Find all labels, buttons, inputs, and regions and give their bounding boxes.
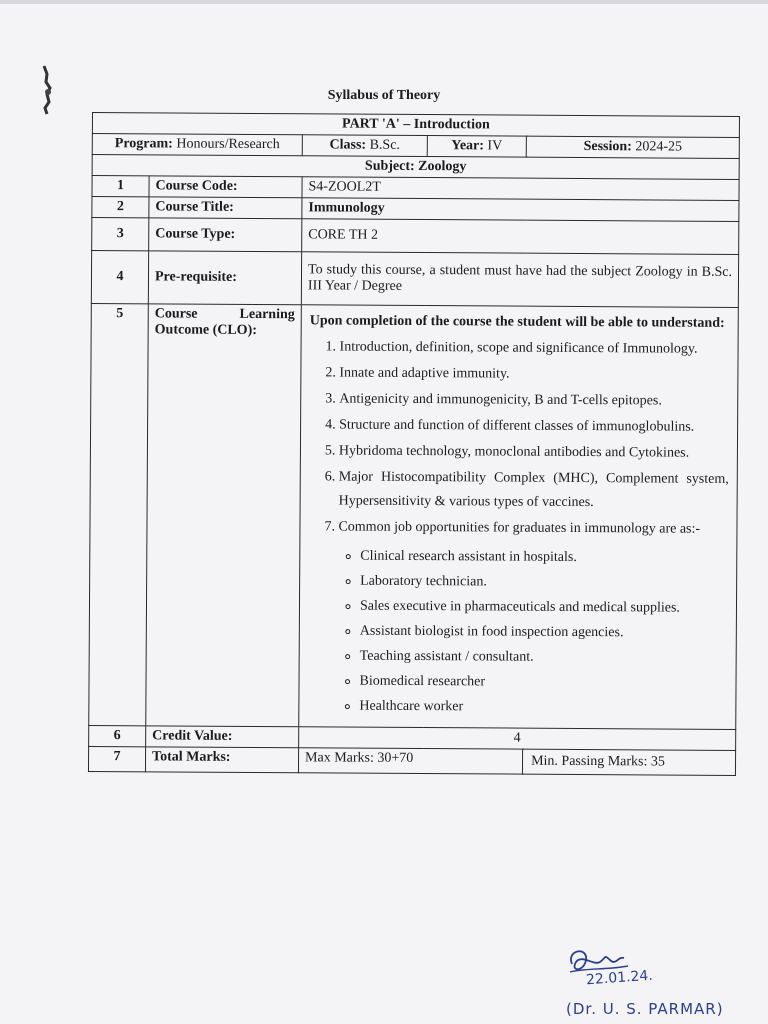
year-cell	[427, 136, 526, 158]
credit-value: 4	[299, 727, 736, 751]
program-value: Honours/Research	[176, 136, 280, 153]
prerequisite-value: To study this course, a student must have had the subject Zoology in B.Sc. III Year / Degree	[301, 252, 738, 308]
year-value: IV	[487, 138, 503, 154]
signature-name: (Dr. U. S. PARMAR)	[566, 1000, 724, 1018]
row-number: 6	[89, 725, 146, 746]
row-number: 4	[91, 251, 148, 304]
row-number: 2	[92, 197, 149, 218]
subject-heading: Subject: Zoology	[92, 155, 739, 180]
list-item: ◦ Clinical research assistant in hospitals.	[360, 546, 728, 570]
row-number: 7	[88, 746, 145, 771]
marks-row	[88, 746, 735, 775]
row-label: Course Type:	[149, 218, 302, 252]
list-item: 1. Introduction, definition, scope and significance of Immunology.	[339, 336, 729, 362]
syllabus-table	[88, 112, 740, 776]
list-item: 3. Antigenicity and immunogenicity, B and T-cells epitopes.	[339, 388, 729, 414]
jobs-list	[337, 546, 728, 720]
list-item: ◦ Sales executive in pharmaceuticals and medical supplies.	[360, 596, 728, 620]
year-label: Year:	[451, 138, 485, 154]
list-item: ◦ Teaching assistant / consultant.	[360, 646, 728, 670]
max-marks: Max Marks: 30+70	[298, 748, 522, 774]
list-item: ◦ Healthcare worker	[359, 696, 727, 720]
min-passing-marks: Min. Passing Marks: 35	[523, 749, 736, 775]
row-number: 1	[92, 176, 149, 197]
row-label: Course Code:	[149, 176, 302, 198]
clo-intro: Upon completion of the course the student will be able to understand:	[309, 313, 725, 331]
session-value: 2024-25	[635, 139, 683, 155]
list-item	[337, 516, 728, 720]
course-code-value: S4-ZOOL2T	[302, 177, 739, 201]
document-title: Syllabus of Theory	[327, 88, 441, 103]
class-label: Class:	[329, 137, 367, 153]
list-item: 4. Structure and function of different classes of immunoglobulins.	[339, 414, 729, 440]
row-label: Credit Value:	[146, 726, 299, 748]
class-value: B.Sc.	[369, 137, 400, 153]
outcomes-list	[307, 335, 729, 720]
table-row	[92, 218, 739, 255]
course-type-value: CORE TH 2	[302, 219, 739, 255]
clo-content	[299, 305, 739, 730]
list-item: ◦ Laboratory technician.	[360, 571, 728, 595]
part-heading: PART 'A' – Introduction	[92, 113, 739, 138]
signature-block	[556, 944, 756, 1024]
table-row	[91, 251, 738, 308]
program-label: Program:	[114, 136, 173, 152]
class-cell	[302, 135, 427, 157]
clo-row	[89, 303, 739, 729]
list-item: 5. Hybridoma technology, monoclonal antibodies and Cytokines.	[339, 440, 729, 466]
list-item: ◦ Biomedical researcher	[359, 671, 727, 695]
scan-edge	[0, 0, 768, 4]
list-item: 2. Innate and adaptive immunity.	[339, 362, 729, 388]
list-item: ◦ Assistant biologist in food inspection agencies.	[360, 621, 728, 645]
list-item: 6. Major Histocompatibility Complex (MHC), Complement system, Hypersensitivity & various types of vaccines.	[339, 466, 729, 516]
row-label: Total Marks:	[145, 747, 298, 773]
row-label: Course Title:	[149, 197, 302, 219]
row-number: 5	[89, 303, 149, 725]
course-title-value: Immunology	[302, 198, 739, 222]
session-cell	[526, 136, 739, 158]
row-number: 3	[92, 218, 149, 251]
signature-date: 22.01.24.	[585, 967, 654, 989]
program-cell	[92, 134, 302, 156]
row-label: Pre-requisite:	[148, 251, 301, 305]
session-label: Session:	[583, 139, 632, 155]
jobs-intro: Common job opportunities for graduates in immunology are as:-	[338, 519, 701, 537]
clo-label: Course Learning Outcome (CLO):	[146, 304, 302, 727]
